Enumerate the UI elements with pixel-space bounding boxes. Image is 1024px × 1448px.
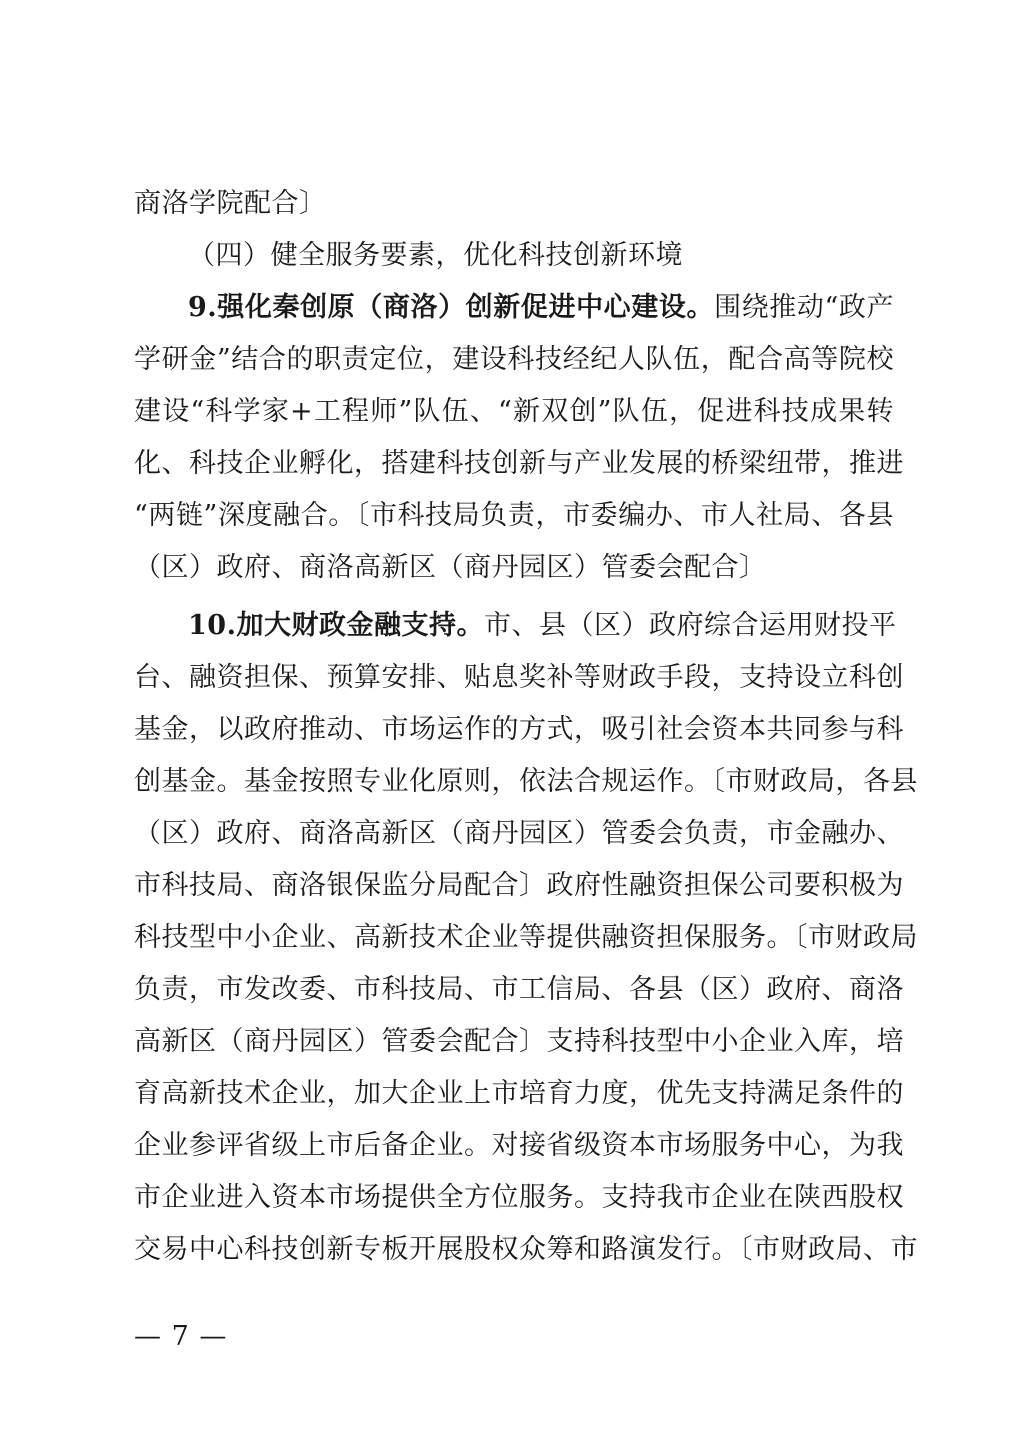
text-line: 创基金。基金按照专业化原则，依法合规运作。〔市财政局，各县 bbox=[134, 766, 918, 797]
text-line: 基金，以政府推动、市场运作的方式，吸引社会资本共同参与科 bbox=[134, 714, 904, 745]
text-line: 高新区（商丹园区）管委会配合〕支持科技型中小企业入库，培 bbox=[134, 1026, 904, 1057]
text-line: 化、科技企业孵化，搭建科技创新与产业发展的桥梁纽带，推进 bbox=[134, 448, 904, 479]
text-line: 交易中心科技创新专板开展股权众筹和路演发行。〔市财政局、市 bbox=[134, 1234, 918, 1265]
text-line: （区）政府、商洛高新区（商丹园区）管委会配合〕 bbox=[134, 552, 767, 583]
text-line: 育高新技术企业，加大企业上市培育力度，优先支持满足条件的 bbox=[134, 1078, 904, 1109]
text-line: 企业参评省级上市后备企业。对接省级资本市场服务中心，为我 bbox=[134, 1130, 904, 1161]
text-line: “两链”深度融合。〔市科技局负责，市委编办、市人社局、各县 bbox=[134, 500, 894, 531]
text-line: 科技型中小企业、高新技术企业等提供融资担保服务。〔市财政局 bbox=[134, 922, 918, 953]
text-line: 台、融资担保、预算安排、贴息奖补等财政手段，支持设立科创 bbox=[134, 662, 904, 693]
text-line: 学研金”结合的职责定位，建设科技经纪人队伍，配合高等院校 bbox=[134, 344, 894, 375]
text-line: 商洛学院配合〕 bbox=[134, 188, 327, 219]
text-line: 市企业进入资本市场提供全方位服务。支持我市企业在陕西股权 bbox=[134, 1182, 904, 1213]
item-10-heading-line: 10.加大财政金融支持。市、县（区）政府综合运用财投平 bbox=[188, 610, 897, 641]
text-line: 市科技局、商洛银保监分局配合〕政府性融资担保公司要积极为 bbox=[134, 870, 904, 901]
item-9-title: 9.强化秦创原（商洛）创新促进中心建设。 bbox=[188, 292, 715, 323]
item-10-title: 10.加大财政金融支持。 bbox=[188, 610, 484, 641]
text-line: 建设“科学家+工程师”队伍、“新双创”队伍，促进科技成果转 bbox=[134, 396, 894, 427]
page-number: — 7 — bbox=[134, 1321, 228, 1352]
item-9-heading-line: 9.强化秦创原（商洛）创新促进中心建设。围绕推动“政产 bbox=[188, 292, 894, 323]
section-heading: （四）健全服务要素，优化科技创新环境 bbox=[188, 240, 683, 271]
text-line: （区）政府、商洛高新区（商丹园区）管委会负责，市金融办、 bbox=[134, 818, 904, 849]
text-line: 负责，市发改委、市科技局、市工信局、各县（区）政府、商洛 bbox=[134, 974, 904, 1005]
